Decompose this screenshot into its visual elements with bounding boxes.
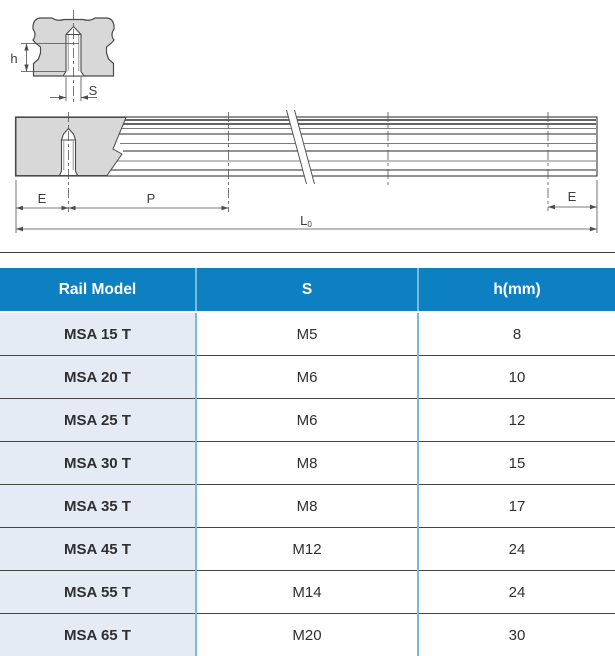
cell-h-mm: 17 bbox=[418, 485, 615, 528]
cell-rail-model: MSA 45 T bbox=[0, 528, 196, 571]
table-row bbox=[0, 485, 615, 528]
col-header-h-mm: h(mm) bbox=[418, 268, 615, 312]
cell-s: M5 bbox=[196, 312, 418, 356]
cell-s: M20 bbox=[196, 614, 418, 656]
dimension-label-l0: L0 bbox=[300, 213, 312, 229]
rail-spec-table bbox=[0, 268, 615, 656]
col-header-rail-model: Rail Model bbox=[0, 268, 196, 312]
table-header-row bbox=[0, 268, 615, 312]
cell-h-mm: 15 bbox=[418, 442, 615, 485]
cell-rail-model: MSA 65 T bbox=[0, 614, 196, 656]
rail-cross-section-drawing bbox=[10, 10, 114, 103]
cell-h-mm: 10 bbox=[418, 356, 615, 399]
cell-h-mm: 30 bbox=[418, 614, 615, 656]
dimension-l0 bbox=[16, 213, 597, 231]
dimension-label-e-right: E bbox=[568, 189, 577, 204]
cell-rail-model: MSA 30 T bbox=[0, 442, 196, 485]
cell-rail-model: MSA 25 T bbox=[0, 399, 196, 442]
dimension-label-s: S bbox=[89, 83, 98, 98]
cell-s: M6 bbox=[196, 399, 418, 442]
cell-h-mm: 12 bbox=[418, 399, 615, 442]
dimension-e-right bbox=[548, 189, 597, 209]
rail-side-view-drawing bbox=[16, 110, 598, 233]
cell-s: M8 bbox=[196, 442, 418, 485]
cell-s: M8 bbox=[196, 485, 418, 528]
cell-rail-model: MSA 35 T bbox=[0, 485, 196, 528]
table-row bbox=[0, 614, 615, 656]
cell-s: M12 bbox=[196, 528, 418, 571]
cell-h-mm: 24 bbox=[418, 528, 615, 571]
dimension-label-h: h bbox=[10, 51, 17, 66]
dimension-label-e-left: E bbox=[38, 191, 47, 206]
table-row bbox=[0, 528, 615, 571]
cell-s: M14 bbox=[196, 571, 418, 614]
dimension-p bbox=[69, 191, 229, 210]
table-row bbox=[0, 399, 615, 442]
col-header-s: S bbox=[196, 268, 418, 312]
table-row bbox=[0, 442, 615, 485]
dimension-e-left bbox=[16, 191, 69, 210]
cell-rail-model: MSA 15 T bbox=[0, 312, 196, 356]
table-row bbox=[0, 571, 615, 614]
technical-drawing bbox=[0, 0, 615, 254]
cell-rail-model: MSA 20 T bbox=[0, 356, 196, 399]
cell-h-mm: 24 bbox=[418, 571, 615, 614]
cell-h-mm: 8 bbox=[418, 312, 615, 356]
dimension-label-p: P bbox=[147, 191, 156, 206]
cell-s: M6 bbox=[196, 356, 418, 399]
table-row bbox=[0, 312, 615, 356]
cell-rail-model: MSA 55 T bbox=[0, 571, 196, 614]
table-row bbox=[0, 356, 615, 399]
